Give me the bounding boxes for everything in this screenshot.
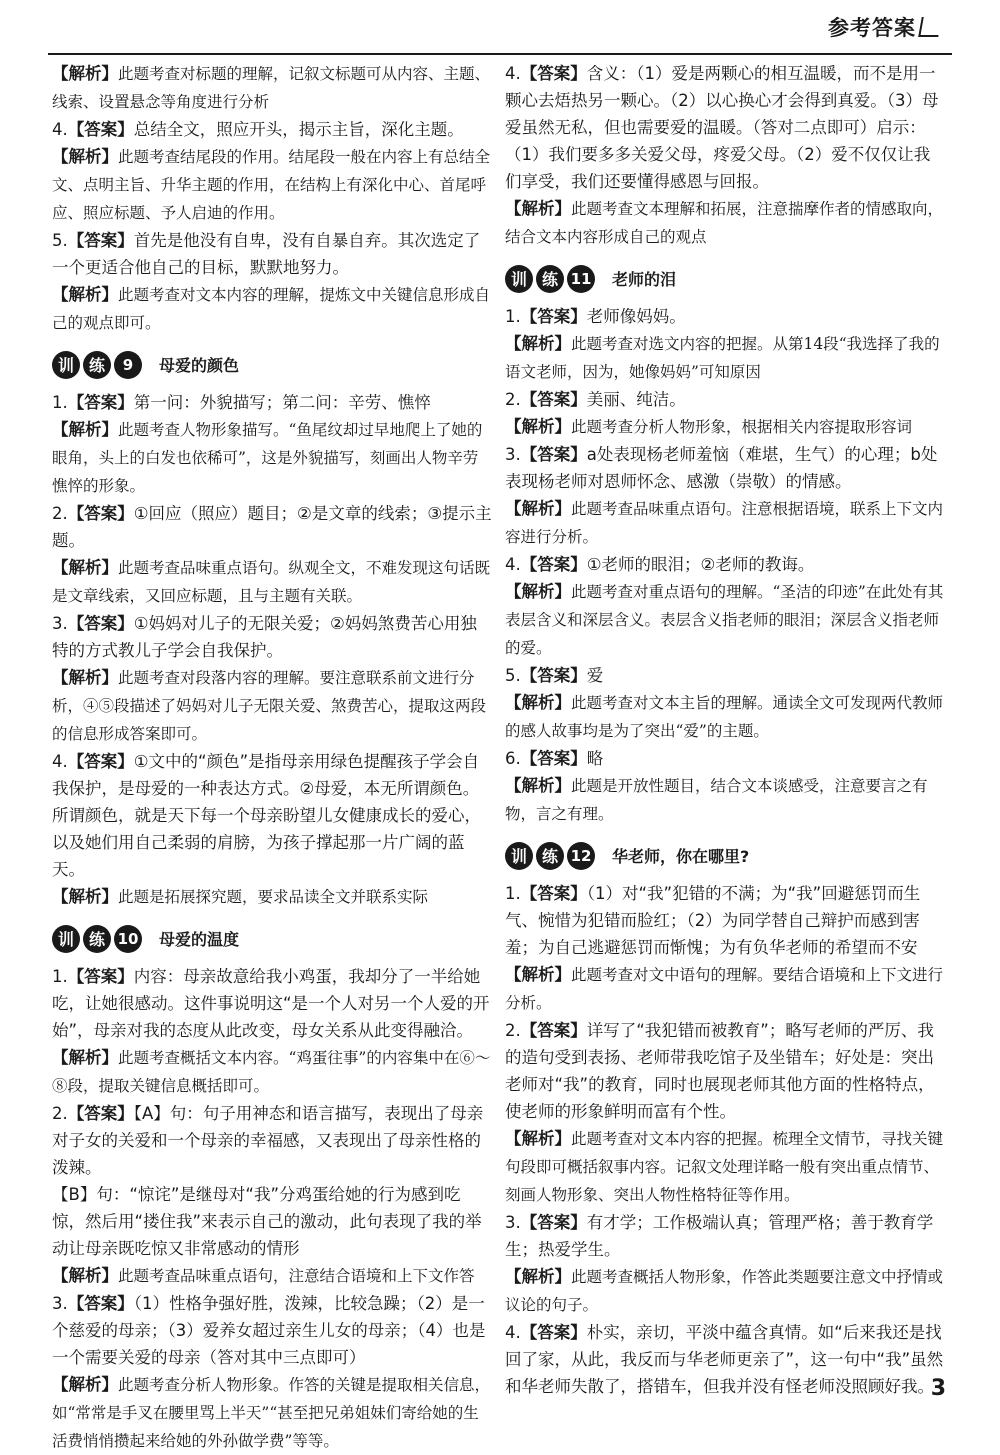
explanation-tag: 【解析】 [505,199,571,218]
paragraph-text: ①文中的“颜色”是指母亲用绿色提醒孩子学会自我保护，是母爱的一种表达方式。②母爱，本无所谓颜色。所谓颜色，就是天下每一个母亲盼望儿女健康成长的爱心，以及她们用自己柔弱的肩膀，为孩子撑起那一片广阔的蓝天。 [52,752,481,879]
paragraph-text: 此题考查概括文本内容。“鸡蛋往事”的内容集中在⑥～⑧段，提取关键信息概括即可。 [52,1049,491,1095]
section-badge-char: 练 [536,842,564,870]
answer-tag: 【答案】 [520,884,587,903]
section-number: 9 [114,351,142,379]
answer-tag: 【答案】 [67,120,134,139]
explanation-paragraph [505,195,945,251]
paragraph-text: 此题考查分析人物形象。作答的关键是提取相关信息，如“常常是手叉在腰里骂上半天”“甚至把兄弟姐妹们寄给她的生活费悄悄攒起来给她的外孙做学费”等等。 [52,1376,491,1450]
corner-mark-icon [918,17,942,37]
explanation-paragraph [52,664,492,748]
explanation-paragraph [52,1044,492,1100]
paragraph-text: 此题考查对文中语句的理解。要结合语境和上下文进行分析。 [505,966,944,1012]
header-rule [48,53,952,55]
paragraph-text: 此题考查人物形象描写。“鱼尾纹却过早地爬上了她的眼角，头上的白发也依稀可”，这是外貌描写，刻画出人物辛劳憔悴的形象。 [52,421,483,495]
paragraph-text: 含义：（1）爱是两颗心的相互温暖，而不是用一颗心去焐热另一颗心。（2）以心换心才会得到真爱。（3）母爱虽然无私，但也需要爱的温暖。（答对二点即可）启示：（1）我们要多多关爱父母，疼爱父母。（2）爱不仅仅让我们享受，我们还要懂得感恩与回报。 [505,64,939,191]
explanation-tag: 【解析】 [505,417,571,436]
answer-paragraph [52,963,492,1044]
explanation-tag: 【解析】 [52,420,118,439]
section-title: 华老师，你在哪里? [612,846,750,866]
answer-paragraph [52,748,492,883]
explanation-tag: 【解析】 [52,887,118,906]
paragraph-text: 此题考查品味重点语句，注意结合语境和上下文作答 [118,1267,475,1285]
paragraph-text: 第一问：外貌描写；第二问：辛劳、憔悴 [133,393,431,412]
answer-paragraph [505,551,945,578]
section-number: 10 [114,925,142,953]
paragraph-text: 此题考查概括人物形象，作答此类题要注意文中抒情或议论的句子。 [505,1268,944,1314]
answer-paragraph [505,1319,945,1400]
explanation-tag: 【解析】 [52,1048,118,1067]
answer-paragraph [52,389,492,416]
paragraph-text: 此题考查对文本内容的把握。梳理全文情节，寻找关键句段即可概括叙事内容。记叙文处理详略一般有突出重点情节、刻画人物形象、突出人物性格特征等作用。 [505,1130,944,1204]
paragraph-text: 此题是拓展探究题，要求品读全文并联系实际 [118,888,429,906]
paragraph-text: 有才学；工作极端认真；管理严格；善于教育学生；热爱学生。 [505,1213,934,1259]
answer-tag: 【答案】 [520,666,587,685]
item-number: 3. [52,1294,68,1313]
explanation-paragraph [52,60,492,116]
paragraph-text: 【B】句：“惊诧”是继母对“我”分鸡蛋给她的行为感到吃惊，然后用“搂住我”来表示自己的激动，此句表现了我的举动让母亲既吃惊又非常感动的情形 [52,1185,482,1258]
section-number: 11 [567,265,595,293]
answer-paragraph [52,116,492,143]
explanation-paragraph [505,1125,945,1209]
header-title: 参考答案 [828,16,916,40]
item-number: 1. [52,393,68,412]
explanation-tag: 【解析】 [505,776,571,795]
explanation-tag: 【解析】 [52,668,118,687]
answer-tag: 【答案】 [67,393,134,412]
explanation-tag: 【解析】 [52,285,118,304]
paragraph-text: 朴实，亲切，平淡中蕴含真情。如“后来我还是找回了家，从此，我反而与华老师更亲了”，这一句中“我”虽然和华老师失散了，搭错车，但我并没有怪老师没照顾好我。 [505,1323,944,1396]
explanation-paragraph [52,1262,492,1290]
section-heading [52,919,492,959]
paragraph-text: 此题考查对段落内容的理解。要注意联系前文进行分析，④⑤段描述了妈妈对儿子无限关爱、煞费苦心，提取这两段的信息形成答案即可。 [52,669,487,743]
explanation-paragraph [52,883,492,911]
paragraph-text: ①老师的眼泪；②老师的教诲。 [586,555,815,574]
answer-tag: 【答案】 [67,1294,134,1313]
section-badge-char: 训 [52,351,80,379]
item-number: 4. [52,120,68,139]
item-number: 6. [505,749,521,768]
item-number: 2. [52,1104,68,1123]
section-heading [505,259,945,299]
item-number: 3. [52,614,68,633]
answer-tag: 【答案】 [67,1104,134,1123]
answer-paragraph [52,500,492,554]
explanation-tag: 【解析】 [505,693,571,712]
paragraph-text: 老师像妈妈。 [586,307,686,326]
paragraph-text: 此题考查对选文内容的把握。从第14段“我选择了我的语文老师，因为，她像妈妈”可知原因 [505,335,940,381]
paragraph-text: 此题考查对文本主旨的理解。通读全文可发现两代教师的感人故事均是为了突出“爱”的主题。 [505,694,944,740]
item-number: 4. [505,64,521,83]
item-number: 2. [52,504,68,523]
explanation-paragraph [52,143,492,227]
section-number: 12 [567,842,595,870]
page-number: 3 [930,1376,946,1401]
item-number: 3. [505,445,521,464]
explanation-paragraph [52,281,492,337]
paragraph-text: 美丽、纯洁。 [586,390,686,409]
explanation-tag: 【解析】 [505,499,571,518]
answer-tag: 【答案】 [67,967,134,986]
item-number: 4. [505,1323,521,1342]
paragraph-text: 此题考查品味重点语句。注意根据语境，联系上下文内容进行分析。 [505,500,944,546]
paragraph-text: 此题考查对标题的理解，记叙文标题可从内容、主题、线索、设置悬念等角度进行分析 [52,65,491,111]
explanation-tag: 【解析】 [505,1129,571,1148]
explanation-paragraph [52,1371,492,1455]
section-heading [505,836,945,876]
answer-paragraph [52,1290,492,1371]
section-badge-char: 训 [505,265,533,293]
explanation-tag: 【解析】 [505,582,571,601]
explanation-paragraph [52,416,492,500]
item-number: 5. [52,231,68,250]
answer-tag: 【答案】 [67,504,134,523]
explanation-paragraph [505,961,945,1017]
explanation-tag: 【解析】 [52,147,118,166]
section-badge-char: 训 [52,925,80,953]
explanation-tag: 【解析】 [505,334,571,353]
answer-paragraph [505,1017,945,1125]
answer-paragraph [505,386,945,413]
paragraph-text: ①妈妈对儿子的无限关爱；②妈妈煞费苦心用独特的方式教儿子学会自我保护。 [52,614,477,660]
item-number: 1. [505,884,521,903]
answer-paragraph [52,1181,492,1262]
answer-paragraph [505,303,945,330]
item-number: 4. [505,555,521,574]
paragraph-text: 此题是开放性题目，结合文本谈感受，注意要言之有物，言之有理。 [505,777,928,823]
item-number: 4. [52,752,68,771]
answer-paragraph [52,610,492,664]
paragraph-text: ①回应（照应）题目；②是文章的线索；③提示主题。 [52,504,492,550]
explanation-paragraph [505,578,945,662]
answer-paragraph [505,441,945,495]
paragraph-text: 此题考查对重点语句的理解。“圣洁的印迹”在此处有其表层含义和深层含义。表层含义指老师的眼泪；深层含义指老师的爱。 [505,583,944,657]
explanation-paragraph [505,495,945,551]
answer-tag: 【答案】 [520,749,587,768]
section-badge-char: 练 [536,265,564,293]
answer-paragraph [52,227,492,281]
answer-tag: 【答案】 [520,390,587,409]
item-number: 5. [505,666,521,685]
answer-paragraph [505,745,945,772]
section-heading [52,345,492,385]
answer-tag: 【答案】 [520,1323,587,1342]
paragraph-text: a处表现杨老师羞恼（难堪，生气）的心理；b处表现杨老师对恩师怀念、感激（崇敬）的情感。 [505,445,938,491]
section-title: 母爱的颜色 [159,355,240,375]
page-header [828,12,940,42]
paragraph-text: 此题考查品味重点语句。纵观全文，不难发现这句话既是文章线索，又回应标题，且与主题有关联。 [52,559,491,605]
answer-paragraph [505,662,945,689]
explanation-paragraph [505,413,945,441]
section-title: 母爱的温度 [159,929,240,949]
paragraph-text: 此题考查分析人物形象，根据相关内容提取形容词 [571,418,913,436]
answer-tag: 【答案】 [520,64,587,83]
answer-tag: 【答案】 [520,1213,587,1232]
answer-tag: 【答案】 [520,307,587,326]
paragraph-text: 略 [586,749,604,768]
explanation-tag: 【解析】 [52,558,118,577]
explanation-paragraph [52,554,492,610]
paragraph-text: 此题考查文本理解和拓展，注意揣摩作者的情感取向，结合文本内容形成自己的观点 [505,200,944,246]
explanation-tag: 【解析】 [52,1375,118,1394]
explanation-paragraph [505,772,945,828]
paragraph-text: 首先是他没有自卑，没有自暴自弃。其次选定了一个更适合他自己的目标，默默地努力。 [52,231,481,277]
item-number: 2. [505,1021,521,1040]
answer-paragraph [505,880,945,961]
item-number: 2. [505,390,521,409]
section-badge-char: 练 [83,351,111,379]
answer-tag: 【答案】 [67,614,134,633]
paragraph-text: 此题考查对文本内容的理解，提炼文中关键信息形成自己的观点即可。 [52,286,491,332]
paragraph-text: （1）对“我”犯错的不满；为“我”回避惩罚而生气、惋惜为犯错而脸红；（2）为同学替自己辩护而感到害羞；为自己逃避惩罚而惭愧；为有负华老师的希望而不安 [505,884,921,957]
explanation-tag: 【解析】 [52,1266,118,1285]
paragraph-text: （1）性格争强好胜，泼辣，比较急躁；（2）是一个慈爱的母亲；（3）爱养女超过亲生儿女的母亲；（4）也是一个需要关爱的母亲（答对其中三点即可） [52,1294,486,1367]
paragraph-text: 详写了“我犯错而被教育”；略写老师的严厉、我的造句受到表扬、老师带我吃馆子及坐错车；好处是：突出老师对“我”的教育，同时也展现老师其他方面的性格特点，使老师的形象鲜明而富有个性。 [505,1021,935,1121]
answer-tag: 【答案】 [520,555,587,574]
section-badge-char: 训 [505,842,533,870]
right-column [505,60,945,1400]
paragraph-text: 【A】句：句子用神态和语言描写，表现出了母亲对子女的关爱和一个母亲的幸福感，又表现出了母亲性格的泼辣。 [52,1104,484,1177]
answer-tag: 【答案】 [67,231,134,250]
section-title: 老师的泪 [612,269,677,289]
explanation-paragraph [505,330,945,386]
left-column [52,60,492,1455]
paragraph-text: 爱 [586,666,604,685]
explanation-tag: 【解析】 [52,64,118,83]
explanation-tag: 【解析】 [505,1267,571,1286]
item-number: 1. [52,967,68,986]
explanation-tag: 【解析】 [505,965,571,984]
answer-tag: 【答案】 [520,445,587,464]
answer-paragraph [505,1209,945,1263]
item-number: 1. [505,307,521,326]
paragraph-text: 总结全文，照应开头，揭示主旨，深化主题。 [133,120,464,139]
answer-paragraph [505,60,945,195]
answer-paragraph [52,1100,492,1181]
explanation-paragraph [505,1263,945,1319]
paragraph-text: 此题考查结尾段的作用。结尾段一般在内容上有总结全文、点明主旨、升华主题的作用，在结构上有深化中心、首尾呼应、照应标题、予人启迪的作用。 [52,148,491,222]
item-number: 3. [505,1213,521,1232]
answer-tag: 【答案】 [67,752,134,771]
answer-tag: 【答案】 [520,1021,587,1040]
explanation-paragraph [505,689,945,745]
paragraph-text: 内容：母亲故意给我小鸡蛋，我却分了一半给她吃，让她很感动。这件事说明这“是一个人对另一个人爱的开始”，母亲对我的态度从此改变，母女关系从此变得融洽。 [52,967,490,1040]
section-badge-char: 练 [83,925,111,953]
